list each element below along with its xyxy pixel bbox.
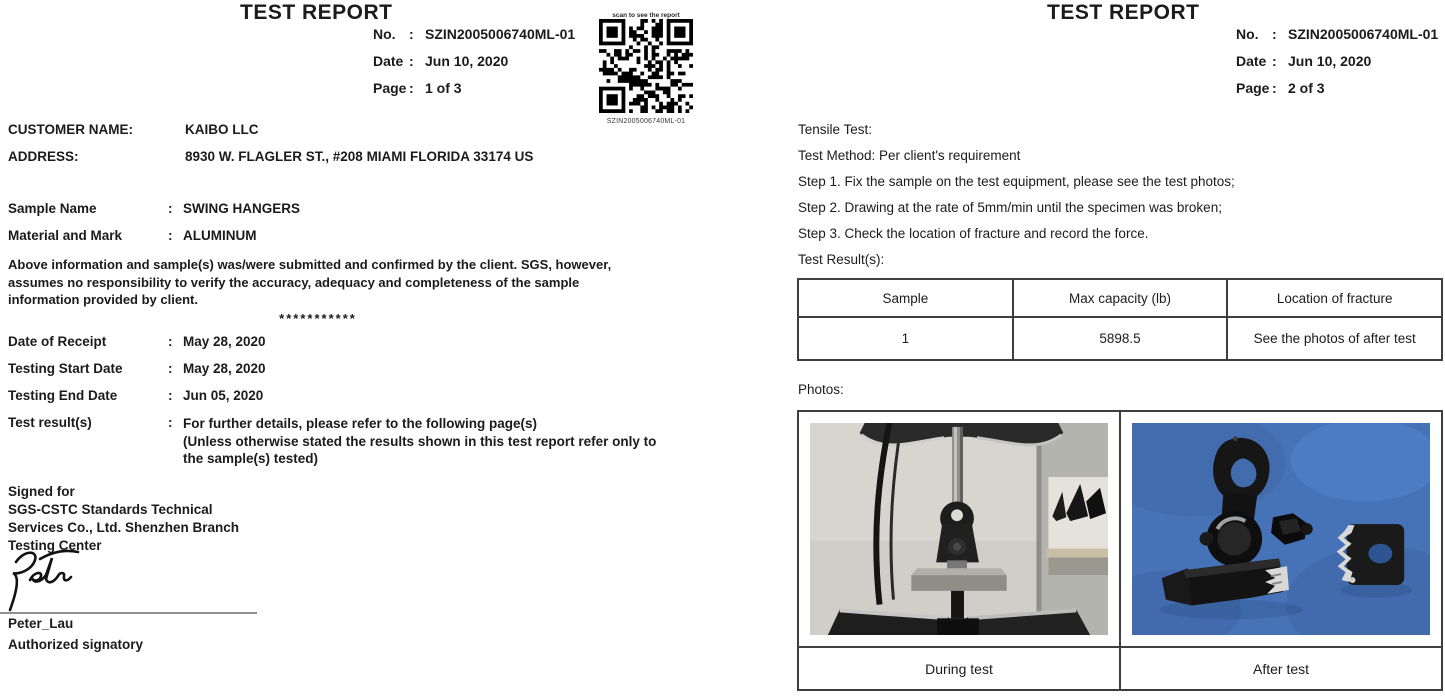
- test-result-label: Test result(s): [8, 415, 92, 430]
- test-step: Step 1. Fix the sample on the test equipment, please see the test photos;: [798, 174, 1235, 189]
- testing-end-value: Jun 05, 2020: [183, 388, 264, 403]
- material-row: [8, 228, 698, 246]
- photo-after-test: [1119, 412, 1441, 646]
- testing-start-value: May 28, 2020: [183, 361, 266, 376]
- material-colon: :: [168, 228, 173, 243]
- page-title: TEST REPORT: [240, 1, 393, 24]
- test-method: Test Method: Per client's requirement: [798, 148, 1021, 163]
- material-value: ALUMINUM: [183, 228, 257, 243]
- date-of-receipt-colon: :: [168, 334, 173, 349]
- sample-name-colon: :: [168, 201, 173, 216]
- customer-name-label: CUSTOMER NAME:: [8, 122, 134, 137]
- no-label: No.: [1236, 26, 1259, 42]
- disclaimer-line: information provided by client.: [8, 292, 198, 307]
- report-no-row: [373, 26, 575, 53]
- report-meta: [1236, 26, 1438, 107]
- tensile-heading: Tensile Test:: [798, 122, 873, 137]
- report-date-row: [1236, 53, 1438, 80]
- asterisk-separator: ***********: [279, 311, 357, 326]
- pageno-label: Page: [1236, 80, 1270, 96]
- date-label: Date: [1236, 53, 1267, 69]
- date-of-receipt-value: May 28, 2020: [183, 334, 266, 349]
- customer-name-row: [8, 122, 698, 140]
- photo-captions-row: [799, 646, 1441, 689]
- disclaimer-line: Above information and sample(s) was/were submitted and confirmed by the client. SGS, however,: [8, 257, 612, 272]
- signed-for-line: Testing Center: [8, 538, 102, 553]
- tensile-test-section: [798, 117, 1235, 273]
- date-colon: :: [1272, 53, 1277, 69]
- column-header: Location of fracture: [1226, 280, 1441, 316]
- testing-end-colon: :: [168, 388, 173, 403]
- photos-row: [799, 412, 1441, 646]
- test-result-row: [8, 415, 698, 471]
- test-results-label: Test Result(s):: [798, 252, 885, 267]
- testing-start-label: Testing Start Date: [8, 361, 123, 376]
- test-result-line: (Unless otherwise stated the results shown in this test report refer only to: [183, 433, 657, 449]
- signed-for-line: Signed for: [8, 484, 75, 499]
- signature-rule: [0, 612, 257, 614]
- test-result-line: For further details, please refer to the following page(s): [183, 416, 538, 431]
- date-of-receipt-label: Date of Receipt: [8, 334, 107, 349]
- signer-name: Peter_Lau: [8, 616, 74, 631]
- testing-start-row: [8, 361, 698, 379]
- qr-block: [596, 12, 696, 125]
- table-row: [799, 318, 1441, 359]
- report-no-row: [1236, 26, 1438, 53]
- photo-caption-after: After test: [1119, 648, 1441, 689]
- test-result-colon: :: [168, 415, 173, 430]
- material-label: Material and Mark: [8, 228, 123, 243]
- pageno-colon: :: [409, 80, 414, 96]
- qr-caption-top: scan to see the report: [612, 12, 680, 19]
- address-label: ADDRESS:: [8, 149, 79, 164]
- signed-for-block: [8, 483, 239, 555]
- customer-name-value: KAIBO LLC: [185, 122, 259, 137]
- column-header: Max capacity (lb): [1012, 280, 1227, 316]
- handwritten-signature: [2, 546, 122, 616]
- results-table-header-row: [799, 280, 1441, 318]
- test-step: Step 3. Check the location of fracture and record the force.: [798, 226, 1149, 241]
- address-row: [8, 149, 698, 167]
- after-test-photo: [1132, 423, 1430, 635]
- date-value: Jun 10, 2020: [425, 53, 509, 69]
- no-value: SZIN2005006740ML-01: [1288, 26, 1439, 42]
- sample-cell: 1: [901, 331, 910, 346]
- photo-during-test: [799, 412, 1119, 646]
- no-value: SZIN2005006740ML-01: [425, 26, 576, 42]
- report-pageno-row: [373, 80, 575, 107]
- no-colon: :: [409, 26, 414, 42]
- max-capacity-cell: 5898.5: [1012, 318, 1227, 359]
- sample-name-label: Sample Name: [8, 201, 97, 216]
- date-colon: :: [409, 53, 414, 69]
- address-value: 8930 W. FLAGLER ST., #208 MIAMI FLORIDA 33174 US: [185, 149, 534, 164]
- report-meta: [373, 26, 575, 107]
- disclaimer-line: assumes no responsibility to verify the accuracy, adequacy and completeness of the sample: [8, 274, 580, 290]
- column-header: Sample: [882, 290, 929, 306]
- signed-for-line: Services Co., Ltd. Shenzhen Branch: [8, 520, 240, 535]
- no-label: No.: [373, 26, 396, 42]
- results-table: [797, 278, 1443, 361]
- test-result-value: [183, 415, 656, 468]
- qr-code-icon: [599, 19, 693, 113]
- pageno-value: 2 of 3: [1288, 80, 1325, 96]
- report-date-row: [373, 53, 575, 80]
- test-result-line: the sample(s) tested): [183, 451, 319, 466]
- test-step: Step 2. Drawing at the rate of 5mm/min until the specimen was broken;: [798, 200, 1222, 215]
- pageno-label: Page: [373, 80, 407, 96]
- testing-start-colon: :: [168, 361, 173, 376]
- sample-name-row: [8, 201, 698, 219]
- signed-for-line: SGS-CSTC Standards Technical: [8, 502, 213, 517]
- report-page-2: [790, 0, 1445, 696]
- sample-name-value: SWING HANGERS: [183, 201, 301, 216]
- photos-table: [797, 410, 1443, 691]
- no-colon: :: [1272, 26, 1277, 42]
- fracture-location-cell: See the photos of after test: [1226, 318, 1441, 359]
- disclaimer-paragraph: [8, 256, 611, 309]
- date-label: Date: [373, 53, 404, 69]
- pageno-value: 1 of 3: [425, 80, 462, 96]
- photos-label: Photos:: [798, 382, 844, 397]
- signer-role: Authorized signatory: [8, 637, 144, 652]
- testing-end-row: [8, 388, 698, 406]
- testing-end-label: Testing End Date: [8, 388, 118, 403]
- pageno-colon: :: [1272, 80, 1277, 96]
- report-page-1: [0, 0, 720, 696]
- during-test-photo: [810, 423, 1108, 635]
- date-of-receipt-row: [8, 334, 698, 352]
- photo-caption-during: During test: [925, 660, 993, 677]
- report-pageno-row: [1236, 80, 1438, 107]
- qr-caption-bottom: SZIN2005006740ML-01: [606, 118, 686, 125]
- page-title: TEST REPORT: [1047, 1, 1200, 24]
- date-value: Jun 10, 2020: [1288, 53, 1372, 69]
